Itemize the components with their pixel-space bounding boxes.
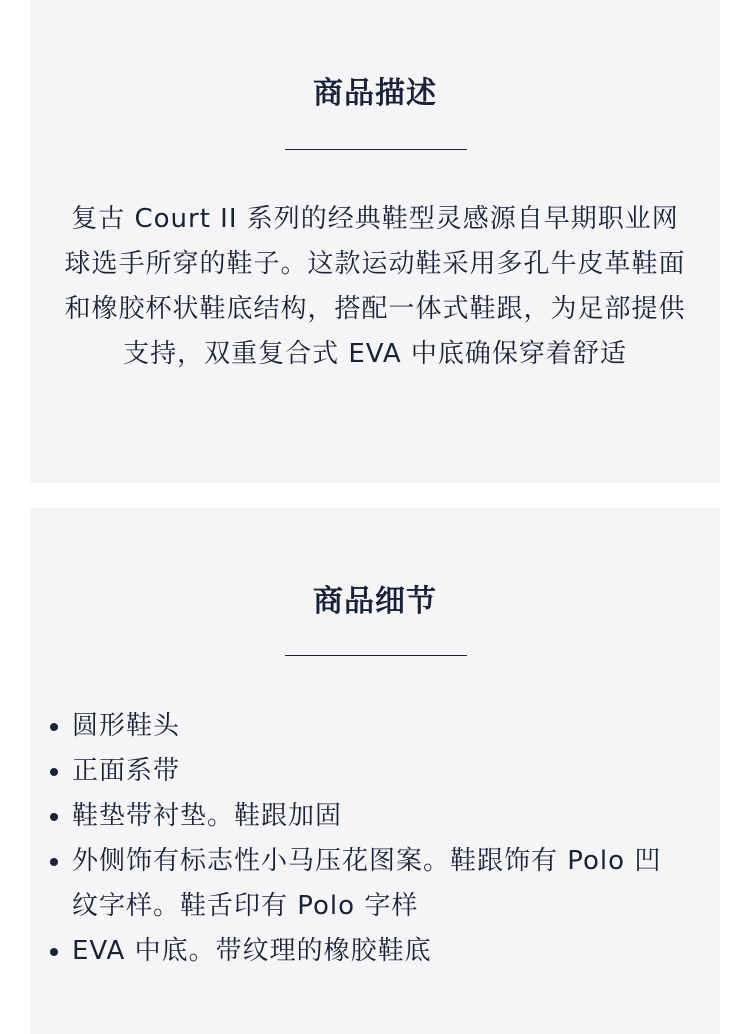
- bullet-icon: [50, 858, 58, 866]
- list-item: [72, 929, 680, 974]
- product-details-section: [30, 508, 720, 1034]
- product-details-title: 商品细节: [313, 584, 437, 619]
- title-divider: [285, 149, 467, 150]
- product-description-section: [30, 0, 720, 483]
- bullet-icon: [50, 813, 58, 821]
- list-item-text: 圆形鞋头: [72, 711, 181, 741]
- list-item: [72, 794, 680, 839]
- list-item-text: 外侧饰有标志性小马压花图案。鞋跟饰有 Polo 凹纹字样。鞋舌印有 Polo 字样: [72, 846, 662, 921]
- bullet-icon: [50, 723, 58, 731]
- list-item-text: 鞋垫带衬垫。鞋跟加固: [72, 801, 343, 831]
- list-item-text: 正面系带: [72, 756, 181, 786]
- product-details-list: [72, 704, 680, 974]
- list-item: [72, 749, 680, 794]
- product-description-text: 复古 Court II 系列的经典鞋型灵感源自早期职业网球选手所穿的鞋子。这款运动鞋采用多孔牛皮革鞋面和橡胶杯状鞋底结构，搭配一体式鞋跟，为足部提供支持，双重复合式 EVA 中底确保穿着舒适: [64, 204, 686, 369]
- product-description-title: 商品描述: [313, 76, 437, 111]
- bullet-icon: [50, 768, 58, 776]
- list-item-text: EVA 中底。带纹理的橡胶鞋底: [72, 936, 432, 966]
- list-item: [72, 704, 680, 749]
- bullet-icon: [50, 948, 58, 956]
- list-item: [72, 839, 680, 929]
- title-divider: [285, 655, 467, 656]
